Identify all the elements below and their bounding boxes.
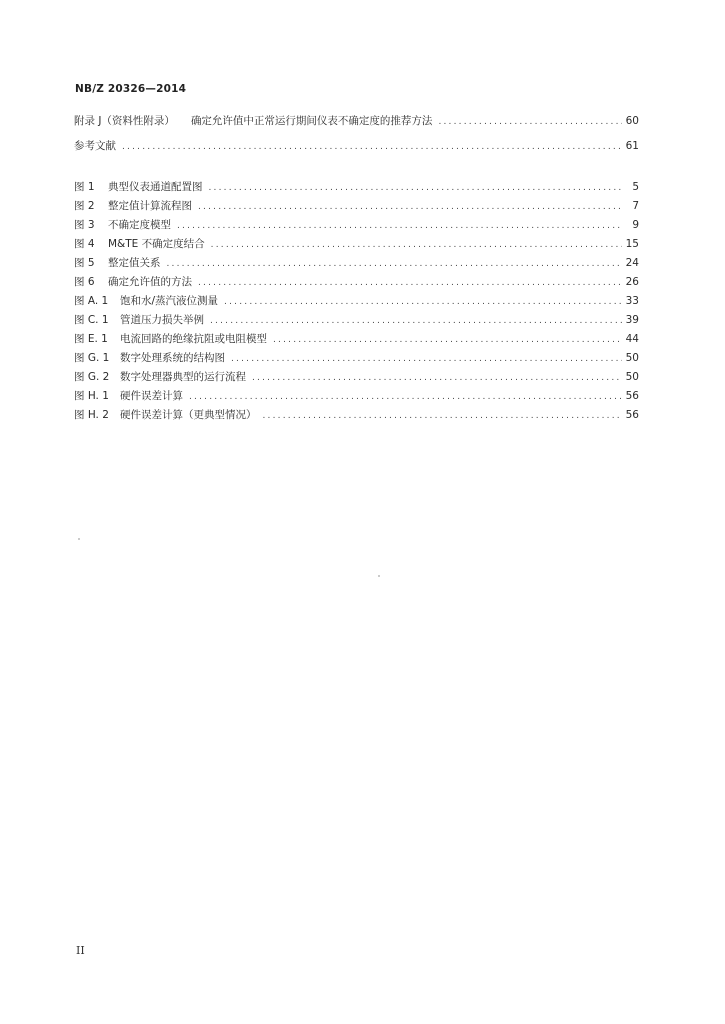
toc-dot-leader xyxy=(210,312,622,331)
figure-number: 图 C. 1 xyxy=(74,314,109,326)
figure-page: 56 xyxy=(625,390,639,402)
toc-entry-figure[interactable] xyxy=(74,292,639,311)
toc-entry-title: 确定允许值中正常运行期间仪表不确定度的推荐方法 xyxy=(190,115,433,127)
figure-page: 24 xyxy=(625,257,639,269)
figure-title: 不确定度模型 xyxy=(108,219,171,231)
figure-page: 7 xyxy=(632,200,639,212)
figure-number: 图 5 xyxy=(74,257,95,269)
figure-title: M&TE 不确定度结合 xyxy=(108,238,205,250)
figure-title: 确定允许值的方法 xyxy=(108,276,192,288)
figure-number: 图 G. 1 xyxy=(74,352,110,364)
toc-dot-leader xyxy=(252,369,622,388)
scan-speck xyxy=(378,575,380,577)
toc-dot-leader xyxy=(198,274,622,293)
scan-speck xyxy=(78,538,80,540)
toc-dot-leader xyxy=(263,407,622,426)
toc-dot-leader xyxy=(167,255,622,274)
toc-entry-label: 参考文献 xyxy=(74,140,116,152)
toc-entry-figure[interactable] xyxy=(74,197,639,216)
figure-page: 26 xyxy=(625,276,639,288)
toc-entry-page: 60 xyxy=(625,115,639,127)
toc-dot-leader xyxy=(198,198,623,217)
figure-title: 典型仪表通道配置图 xyxy=(108,181,203,193)
figure-title: 数字处理系统的结构图 xyxy=(120,352,225,364)
figure-number: 图 A. 1 xyxy=(74,295,109,307)
toc-dot-leader xyxy=(211,236,622,255)
toc-dot-leader xyxy=(273,331,622,350)
toc-dot-leader xyxy=(231,350,622,369)
toc-entry-references[interactable] xyxy=(74,137,639,162)
figure-number: 图 H. 1 xyxy=(74,390,109,402)
toc-entry-figure[interactable] xyxy=(74,178,639,197)
figure-list-section xyxy=(74,178,639,425)
toc-dot-leader xyxy=(224,293,622,312)
toc-dot-leader xyxy=(438,113,621,132)
toc-dot-leader xyxy=(122,138,622,157)
figure-number: 图 6 xyxy=(74,276,95,288)
toc-entry-figure[interactable] xyxy=(74,387,639,406)
toc-entry-figure[interactable] xyxy=(74,216,639,235)
page-number-footer: II xyxy=(76,944,85,957)
figure-number: 图 3 xyxy=(74,219,95,231)
figure-page: 44 xyxy=(625,333,639,345)
toc-entry-page: 61 xyxy=(625,140,639,152)
figure-page: 5 xyxy=(632,181,639,193)
toc-entry-label: 附录 J（资料性附录） xyxy=(74,115,175,127)
toc-dot-leader xyxy=(189,388,622,407)
figure-page: 50 xyxy=(625,371,639,383)
figure-number: 图 1 xyxy=(74,181,95,193)
figure-title: 管道压力损失举例 xyxy=(120,314,204,326)
figure-title: 数字处理器典型的运行流程 xyxy=(120,371,246,383)
figure-page: 50 xyxy=(625,352,639,364)
toc-entry-figure[interactable] xyxy=(74,254,639,273)
toc-entry-appendix-j[interactable] xyxy=(74,112,639,137)
figure-title: 饱和水/蒸汽液位测量 xyxy=(120,295,219,307)
toc-entry-figure[interactable] xyxy=(74,330,639,349)
figure-number: 图 2 xyxy=(74,200,95,212)
toc-dot-leader xyxy=(209,179,624,198)
toc-entry-figure[interactable] xyxy=(74,368,639,387)
figure-number: 图 4 xyxy=(74,238,95,250)
figure-page: 39 xyxy=(625,314,639,326)
figure-title: 整定值关系 xyxy=(108,257,161,269)
toc-entry-figure[interactable] xyxy=(74,311,639,330)
figure-number: 图 H. 2 xyxy=(74,409,109,421)
figure-title: 电流回路的绝缘抗阻或电阻模型 xyxy=(120,333,267,345)
figure-number: 图 E. 1 xyxy=(74,333,108,345)
figure-page: 33 xyxy=(625,295,639,307)
figure-number: 图 G. 2 xyxy=(74,371,110,383)
toc-dot-leader xyxy=(177,217,623,236)
figure-page: 9 xyxy=(632,219,639,231)
figure-title: 整定值计算流程图 xyxy=(108,200,192,212)
appendix-toc-section xyxy=(74,112,639,162)
toc-entry-figure[interactable] xyxy=(74,273,639,292)
toc-entry-figure[interactable] xyxy=(74,406,639,425)
document-code-header: NB/Z 20326—2014 xyxy=(75,83,187,95)
figure-title: 硬件误差计算 xyxy=(120,390,183,402)
figure-page: 15 xyxy=(625,238,639,250)
toc-entry-figure[interactable] xyxy=(74,235,639,254)
figure-title: 硬件误差计算（更典型情况） xyxy=(120,409,257,421)
toc-entry-figure[interactable] xyxy=(74,349,639,368)
figure-page: 56 xyxy=(625,409,639,421)
